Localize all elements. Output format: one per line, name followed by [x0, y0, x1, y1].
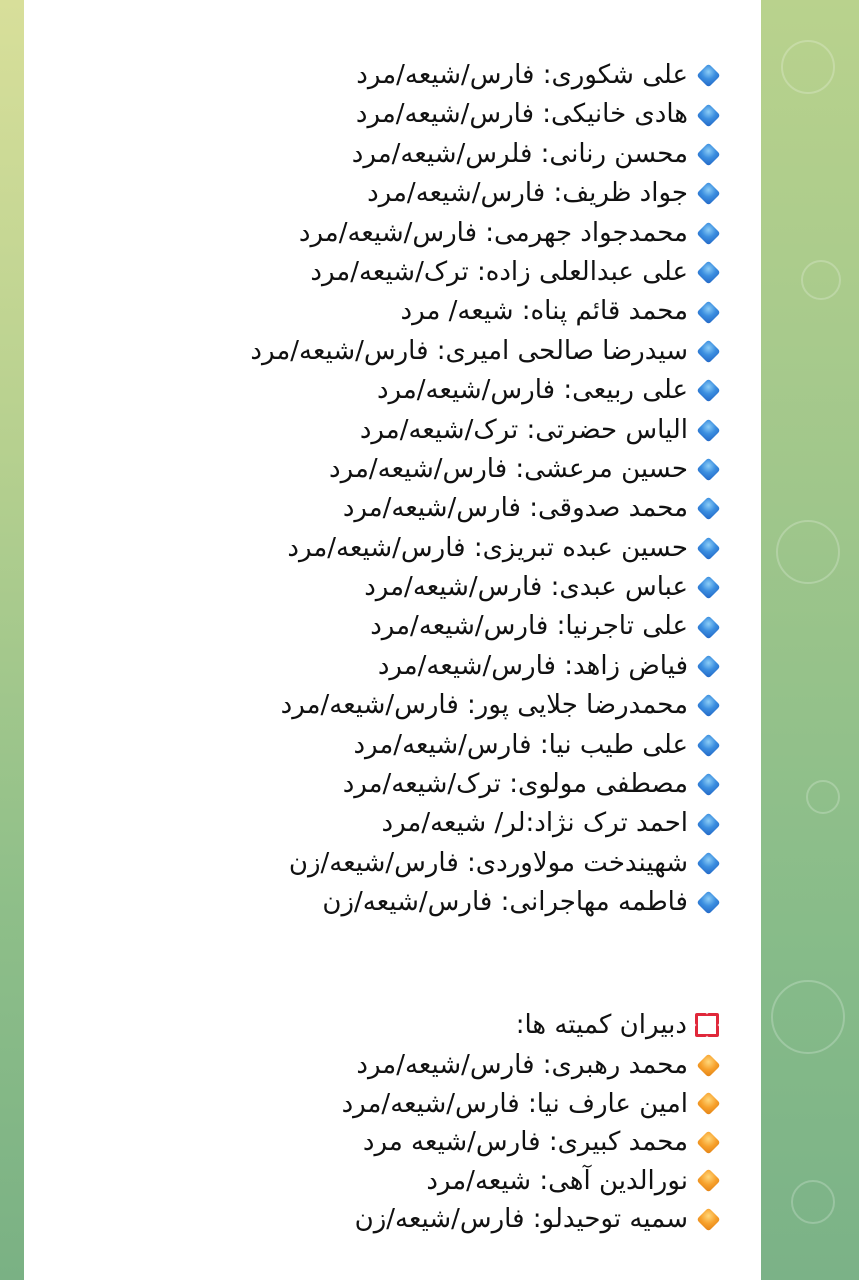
small-blue-diamond-icon: [696, 221, 720, 245]
wallpaper-doodle: [781, 40, 835, 94]
list-item: [250, 135, 721, 174]
small-blue-diamond-icon: [696, 497, 720, 521]
list-item: [250, 568, 721, 607]
list-item-text: محمد قائم پناه: شیعه/ مرد: [400, 296, 688, 327]
list-item-text: نورالدین آهی: شیعه/مرد: [426, 1165, 688, 1196]
small-blue-diamond-icon: [696, 576, 720, 600]
small-blue-diamond-icon: [696, 142, 720, 166]
list-item: [250, 214, 721, 253]
small-blue-diamond-icon: [696, 64, 720, 88]
wallpaper-doodle: [791, 1180, 835, 1224]
small-blue-diamond-icon: [696, 418, 720, 442]
list-item: [250, 529, 721, 568]
small-blue-diamond-icon: [696, 458, 720, 482]
wallpaper-doodle: [806, 780, 840, 814]
small-blue-diamond-icon: [696, 891, 720, 915]
list-item: [250, 765, 721, 804]
list-item: [250, 450, 721, 489]
list-item: [250, 489, 721, 528]
list-item: [250, 686, 721, 725]
list-item-text: عباس عبدی: فارس/شیعه/مرد: [364, 572, 688, 603]
small-orange-diamond-icon: [696, 1207, 720, 1231]
list-item: [250, 647, 721, 686]
small-orange-diamond-icon: [696, 1053, 720, 1077]
list-item-text: هادی خانیکی: فارس/شیعه/مرد: [355, 99, 688, 130]
list-item: [342, 1200, 721, 1239]
list-item: [250, 883, 721, 922]
list-item: [250, 56, 721, 95]
list-item-text: مصطفی مولوی: ترک/شیعه/مرد: [342, 769, 688, 800]
small-blue-diamond-icon: [696, 733, 720, 757]
list-item-text: علی عبدالعلی زاده: ترک/شیعه/مرد: [310, 256, 688, 287]
list-item: [250, 174, 721, 213]
list-item-text: علی ربیعی: فارس/شیعه/مرد: [376, 375, 688, 406]
list-item-text: احمد ترک نژاد:لر/ شیعه/مرد: [381, 808, 688, 839]
list-item: [250, 292, 721, 331]
small-blue-diamond-icon: [696, 536, 720, 560]
anger-symbol-icon: [695, 1013, 719, 1037]
committee-secretaries-heading: [516, 1005, 721, 1045]
list-item: [250, 411, 721, 450]
chat-wallpaper-right: [761, 0, 859, 1280]
list-item: [342, 1046, 721, 1085]
list-item-text: محمد صدوقی: فارس/شیعه/مرد: [342, 493, 688, 524]
wallpaper-doodle: [801, 260, 841, 300]
list-item: [342, 1085, 721, 1124]
list-item: [250, 804, 721, 843]
small-blue-diamond-icon: [696, 182, 720, 206]
list-item-text: محمدرضا جلایی پور: فارس/شیعه/مرد: [280, 690, 688, 721]
list-item: [250, 332, 721, 371]
list-item-text: فاطمه مهاجرانی: فارس/شیعه/زن: [322, 887, 688, 918]
list-item-text: محسن رنانی: فلرس/شیعه/مرد: [351, 138, 688, 169]
list-item-text: فیاض زاهد: فارس/شیعه/مرد: [377, 650, 688, 681]
small-blue-diamond-icon: [696, 773, 720, 797]
small-blue-diamond-icon: [696, 655, 720, 679]
small-blue-diamond-icon: [696, 339, 720, 363]
small-orange-diamond-icon: [696, 1130, 720, 1154]
list-item-text: شهیندخت مولاوردی: فارس/شیعه/زن: [288, 847, 688, 878]
list-item-text: سمیه توحیدلو: فارس/شیعه/زن: [354, 1204, 688, 1234]
list-item: [250, 253, 721, 292]
list-item: [250, 371, 721, 410]
list-item-text: حسین مرعشی: فارس/شیعه/مرد: [329, 453, 688, 484]
small-orange-diamond-icon: [696, 1092, 720, 1116]
list-item-text: محمد کبیری: فارس/شیعه مرد: [362, 1127, 688, 1157]
list-item-text: امین عارف نیا: فارس/شیعه/مرد: [341, 1088, 688, 1119]
committee-secretaries-title: دبیران کمیته ها:: [515, 1010, 687, 1040]
small-blue-diamond-icon: [696, 261, 720, 285]
wallpaper-doodle: [771, 980, 845, 1054]
chat-wallpaper-left: [0, 0, 24, 1280]
list-item: [342, 1162, 721, 1201]
small-blue-diamond-icon: [696, 379, 720, 403]
small-blue-diamond-icon: [696, 103, 720, 127]
list-item: [250, 607, 721, 646]
members-list: [250, 56, 721, 923]
small-blue-diamond-icon: [696, 694, 720, 718]
secretaries-list: [342, 1046, 721, 1239]
list-item-text: محمد رهبری: فارس/شیعه/مرد: [356, 1050, 688, 1080]
small-orange-diamond-icon: [696, 1169, 720, 1193]
list-item-text: جواد ظریف: فارس/شیعه/مرد: [367, 178, 688, 209]
list-item-text: محمدجواد جهرمی: فارس/شیعه/مرد: [298, 217, 688, 248]
small-blue-diamond-icon: [696, 300, 720, 324]
list-item-text: سیدرضا صالحی امیری: فارس/شیعه/مرد: [250, 335, 688, 366]
list-item-text: الیاس حضرتی: ترک/شیعه/مرد: [359, 414, 688, 445]
small-blue-diamond-icon: [696, 615, 720, 639]
list-item-text: علی تاجرنیا: فارس/شیعه/مرد: [370, 611, 688, 642]
list-item-text: علی طیب نیا: فارس/شیعه/مرد: [353, 729, 688, 760]
list-item-text: علی شکوری: فارس/شیعه/مرد: [356, 60, 688, 90]
small-blue-diamond-icon: [696, 851, 720, 875]
list-item: [342, 1123, 721, 1162]
list-item-text: حسین عبده تبریزی: فارس/شیعه/مرد: [287, 532, 688, 563]
wallpaper-doodle: [776, 520, 840, 584]
message-bubble[interactable]: [24, 0, 761, 1280]
list-item: [250, 95, 721, 134]
small-blue-diamond-icon: [696, 812, 720, 836]
list-item: [250, 844, 721, 883]
list-item: [250, 726, 721, 765]
